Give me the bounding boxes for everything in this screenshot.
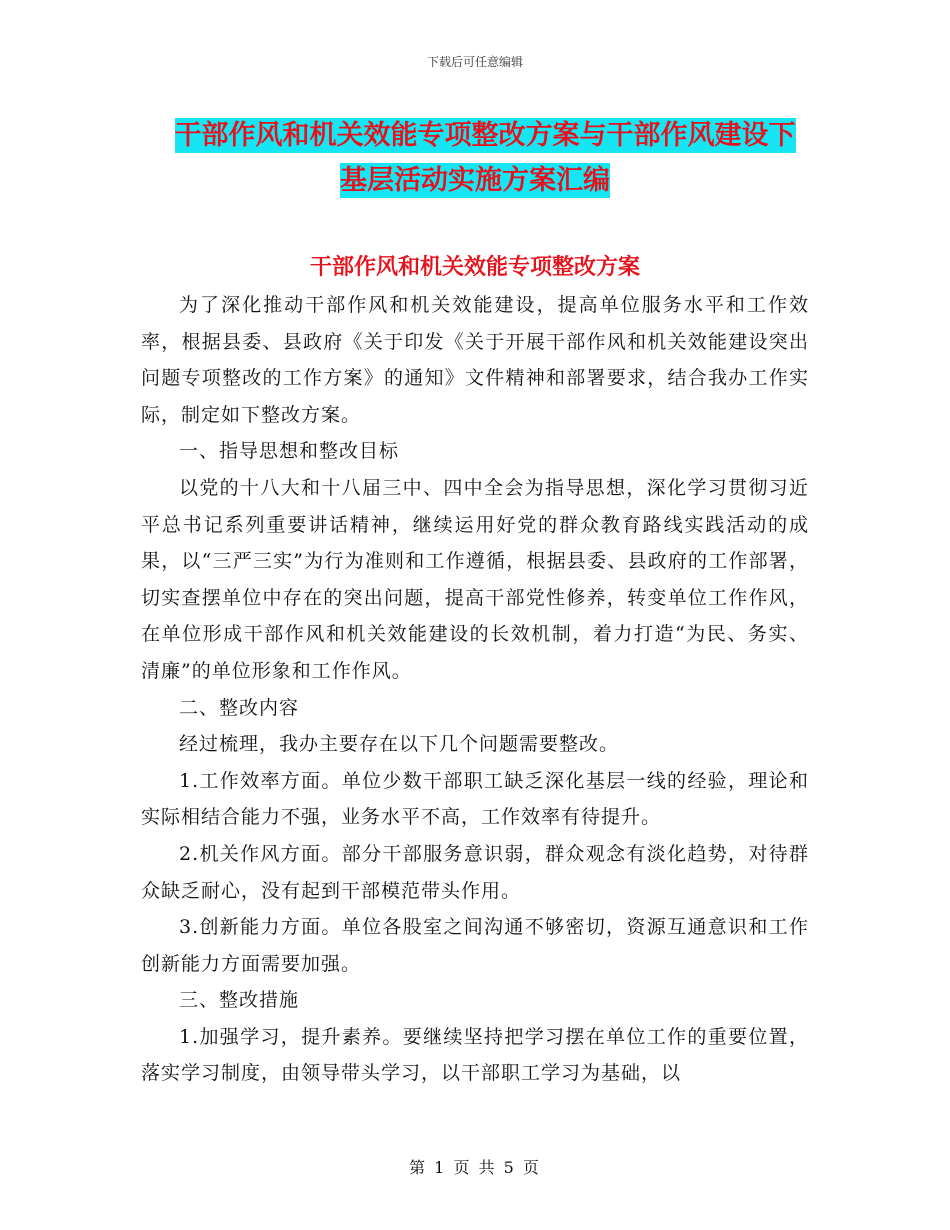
paragraph: 1.加强学习，提升素养。要继续坚持把学习摆在单位工作的重要位置，落实学习制度，由领导带头学习，以干部职工学习为基础，以: [141, 1025, 809, 1085]
document-title-line-1: [0, 113, 950, 152]
paragraph: 3.创新能力方面。单位各股室之间沟通不够密切，资源互通意识和工作创新能力方面需要加强。: [141, 916, 809, 975]
paragraph: 经过梳理，我办主要存在以下几个问题需要整改。: [179, 733, 620, 756]
section-title: 干部作风和机关效能专项整改方案: [309, 255, 640, 280]
title-line-2-text: 基层活动实施方案汇编: [340, 165, 610, 196]
heading-rectification-content: 二、整改内容: [179, 696, 300, 719]
paragraph: 1.工作效率方面。单位少数干部职工缺乏深化基层一线的经验，理论和实际相结合能力不强，业务水平不高，工作效率有待提升。: [141, 769, 809, 829]
heading-guiding-ideology: 一、指导思想和整改目标: [179, 440, 400, 463]
header-note: 下载后可任意编辑: [426, 55, 523, 69]
heading-rectification-measures: 三、整改措施: [179, 989, 300, 1012]
page-footer: 第 1 页 共 5 页: [409, 1158, 541, 1177]
document-body: [141, 287, 809, 1092]
paragraph: 2.机关作风方面。部分干部服务意识弱，群众观念有淡化趋势，对待群众缺乏耐心，没有起到干部模范带头作用。: [141, 842, 809, 902]
document-title-line-2: [0, 158, 950, 197]
title-line-1-text: 干部作风和机关效能专项整改方案与干部作风建设下: [174, 120, 796, 151]
paragraph: 以党的十八大和十八届三中、四中全会为指导思想，深化学习贯彻习近平总书记系列重要讲话精神，继续运用好党的群众教育路线实践活动的成果，以“三严三实”为行为准则和工作遵循，根据县委、县政府的工作部署，切实查摆单位中存在的突出问题，提高干部党性修养，转变单位工作作风，在单位形成干部作风和机关效能建设的长效机制，着力打造“为民、务实、清廉”的单位形象和工作作风。: [141, 476, 809, 682]
paragraph: 为了深化推动干部作风和机关效能建设，提高单位服务水平和工作效率，根据县委、县政府《关于印发《关于开展干部作风和机关效能建设突出问题专项整改的工作方案》的通知》文件精神和部署要求，结合我办工作实际，制定如下整改方案。: [141, 294, 809, 426]
